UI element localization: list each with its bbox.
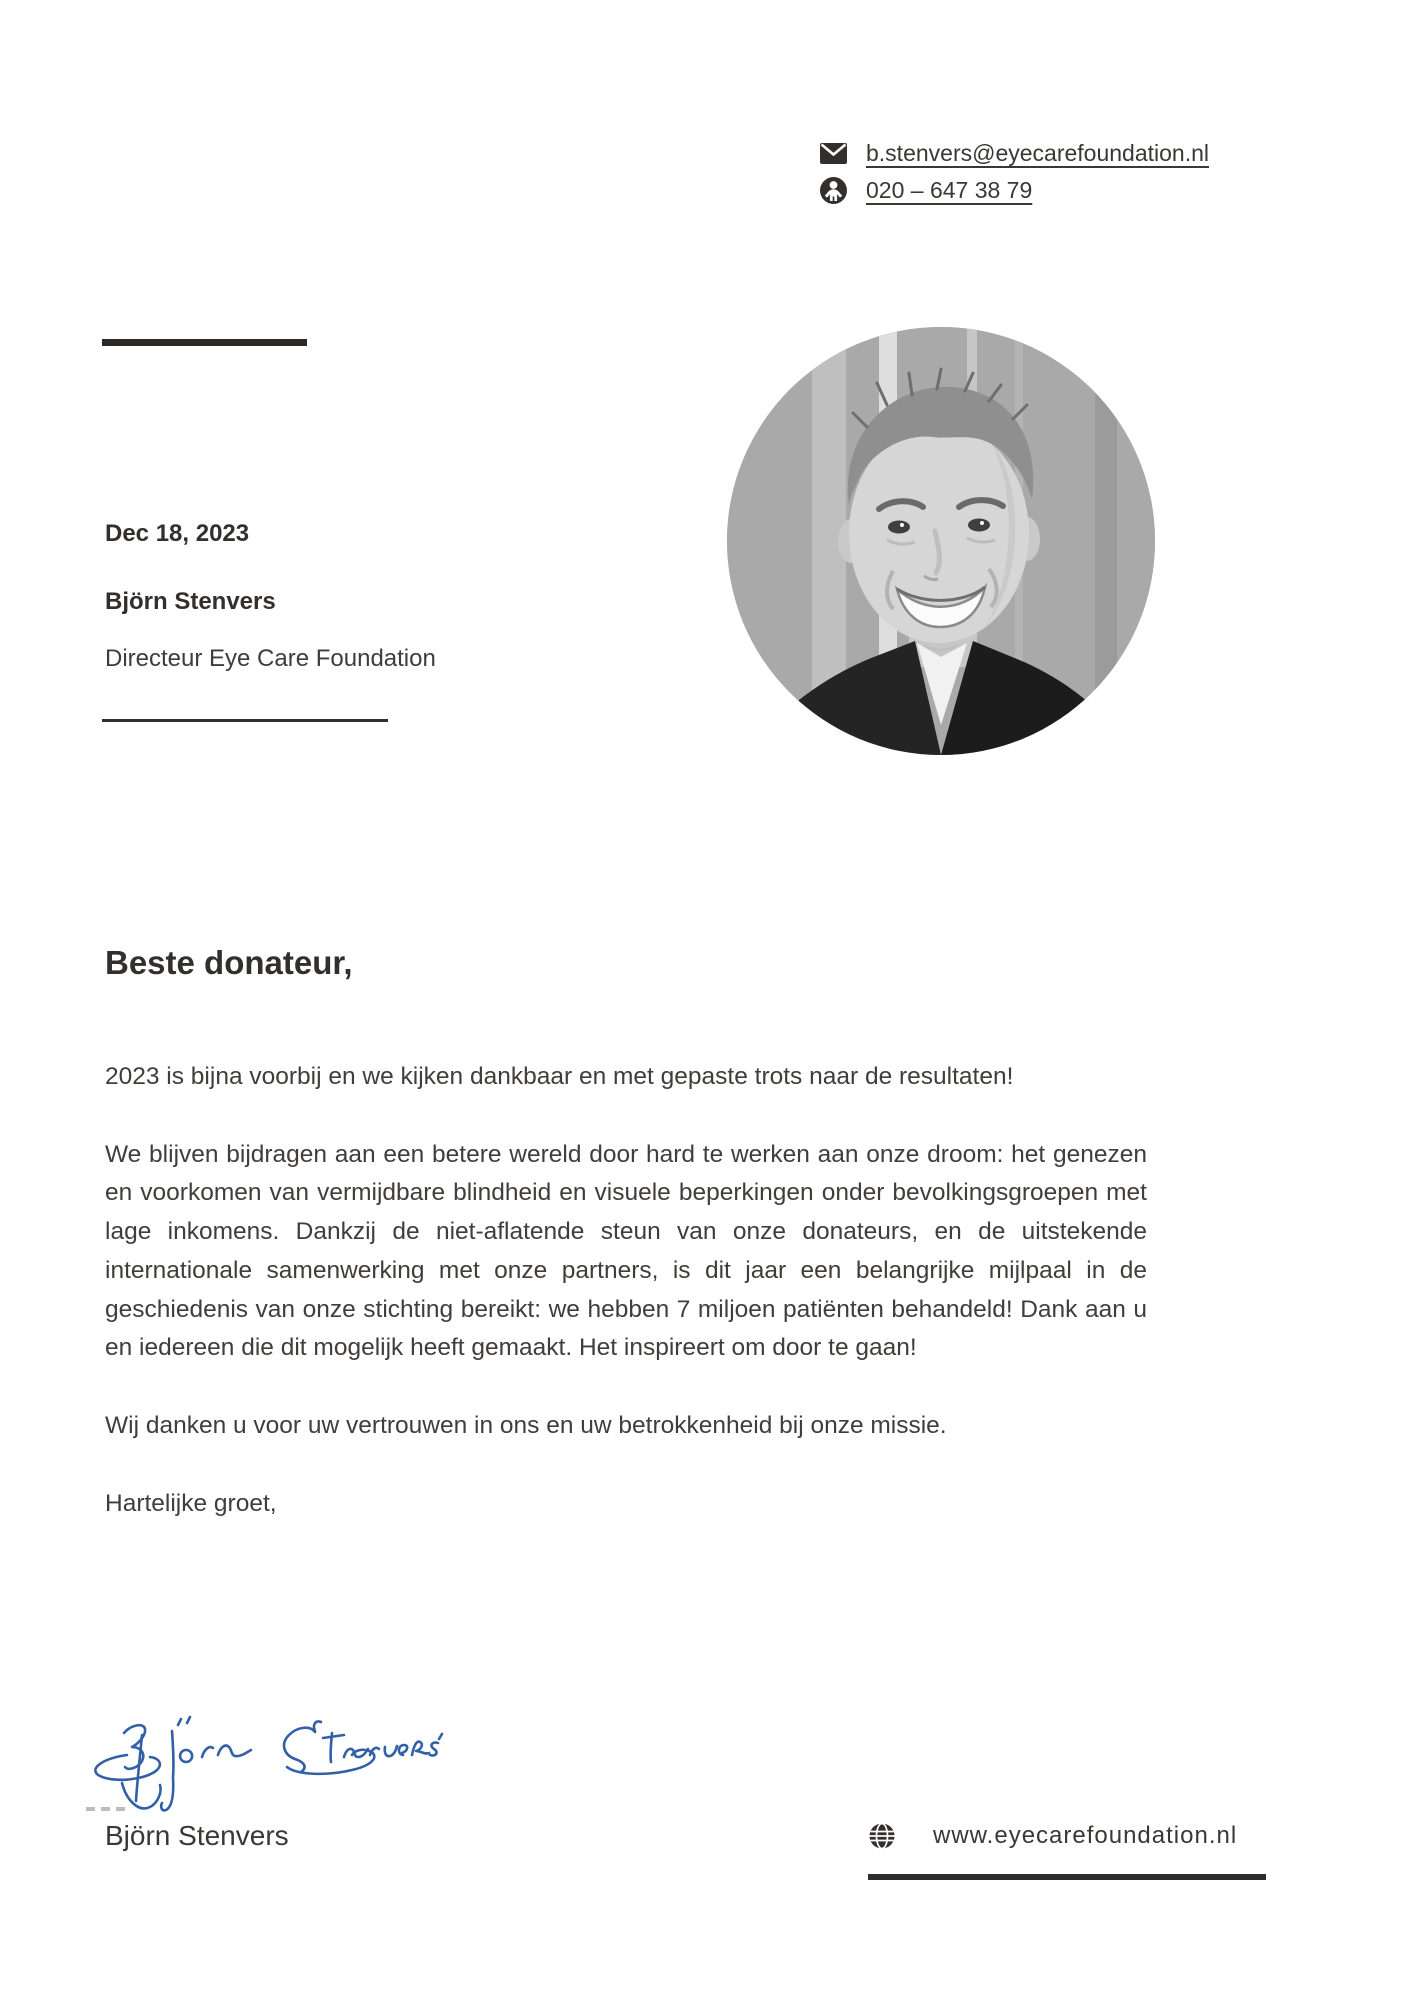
signature-image: [82, 1695, 492, 1825]
email-icon: [820, 140, 847, 167]
email-link[interactable]: b.stenvers@eyecarefoundation.nl: [866, 140, 1210, 166]
letter-body: [105, 1058, 1147, 1523]
contact-email-row: [820, 140, 1209, 167]
salutation: Beste donateur,: [105, 944, 353, 981]
website-link[interactable]: www.eyecarefoundation.nl: [933, 1822, 1238, 1849]
paragraph-2: We blijven bijdragen aan een betere wereld door hard te werken aan onze droom: het genezen en voorkomen van vermijdbare blindheid en visuele beperkingen onder bevolkingsgroepen met lage inkomens. Dankzij de niet-aflatende steun van onze donateurs, en de uitstekende internationale samenwerking met onze partners, is dit jaar een belangrijke mijlpaal in de geschiedenis van onze stichting bereikt: we hebben 7 miljoen patiënten behandeld! Dank aan u en iedereen die dit mogelijk heeft gemaakt. Het inspireert om door te gaan!: [105, 1140, 1147, 1362]
signer-name: Björn Stenvers: [105, 1820, 289, 1851]
paragraph-3: Wij danken u voor uw vertrouwen in ons en uw betrokkenheid bij onze missie.: [105, 1411, 947, 1439]
closing-line: Hartelijke groet,: [105, 1489, 277, 1517]
meta-divider-rule: [102, 719, 388, 722]
globe-icon: [868, 1823, 895, 1850]
author-name: Björn Stenvers: [105, 588, 276, 615]
paragraph-1: 2023 is bijna voorbij en we kijken dankbaar en met gepaste trots naar de resultaten!: [105, 1063, 1014, 1090]
top-accent-bar: [102, 339, 307, 346]
portrait-photo: [727, 327, 1155, 755]
footer-website-row: [868, 1822, 1237, 1850]
contact-phone-row: [820, 177, 1032, 204]
letter-date: Dec 18, 2023: [105, 520, 250, 547]
contact-person-icon: [820, 177, 847, 204]
author-title: Directeur Eye Care Foundation: [105, 645, 436, 672]
footer-accent-bar: [868, 1874, 1266, 1880]
phone-link[interactable]: 020 – 647 38 79: [866, 177, 1033, 203]
